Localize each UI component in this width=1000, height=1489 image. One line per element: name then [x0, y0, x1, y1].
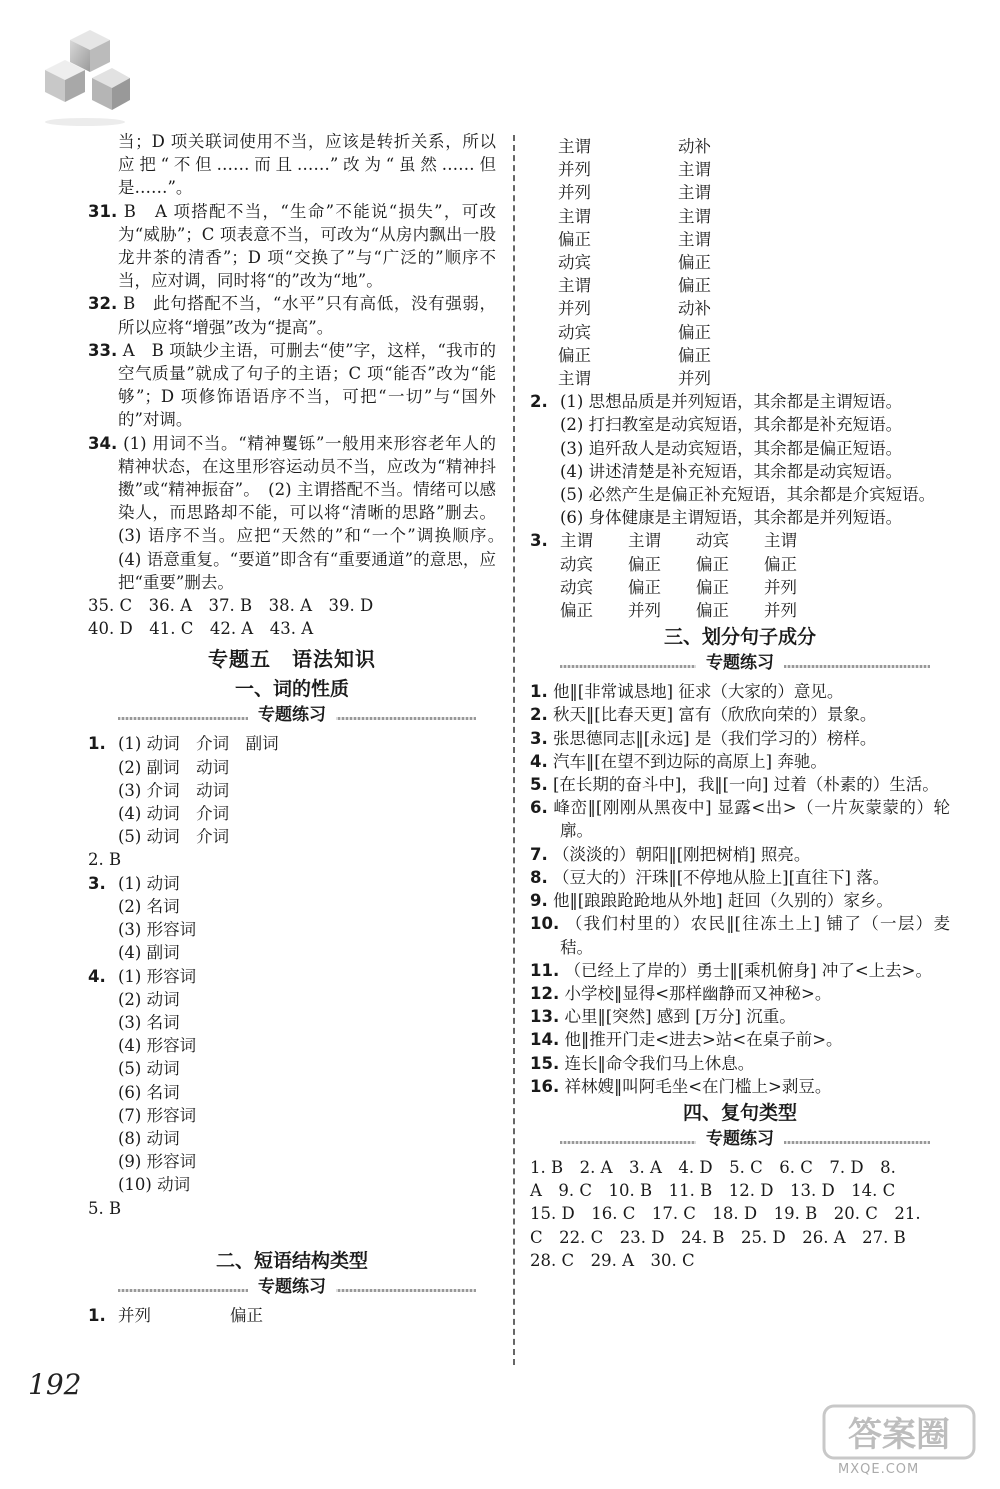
- question-number: 1.: [88, 734, 106, 754]
- s1-q4: [88, 965, 496, 1197]
- list-item: (2) 打扫教室是动宾短语，其余都是补充短语。: [560, 415, 903, 435]
- item-number: 13.: [530, 1007, 560, 1027]
- answer-text: (1) 用词不当。“精神矍铄”一般用来形容老年人的精神状态，在这里形容运动员不当，应改为“精神抖擞”或“精神振奋”。 (2) 主谓搭配不当。情绪可以感染人，而思路却不能，可以将“清晰的思路”删去。(3) 语序不当。应把“天然的”和“一个”调换顺序。 (4) 语意重复。“要道”即含有“重要通道”的意思，应把“重要”删去。: [118, 433, 513, 592]
- column-divider: [513, 135, 515, 1365]
- watermark-url: MXQE.COM: [838, 1462, 920, 1477]
- left-column: [88, 130, 513, 1327]
- item-number: 1.: [530, 682, 548, 702]
- cell: 偏正: [230, 1305, 263, 1325]
- page-number: 192: [28, 1368, 82, 1401]
- cell: 并列: [628, 601, 661, 621]
- practice-banner: [88, 706, 496, 730]
- answer-line: 1. B 2. A 3. A 4. D 5. C 6. C 7. D 8.: [530, 1157, 896, 1177]
- list-item: (3) 追歼敌人是动宾短语，其余都是偏正短语。: [560, 438, 903, 458]
- answer-line-35-39: 35. C 36. A 37. B 38. A 39. D: [88, 596, 374, 616]
- item-number: 12.: [530, 983, 560, 1003]
- answer-33: [88, 339, 496, 432]
- cell: 主谓: [678, 229, 711, 249]
- item-number: 2.: [530, 705, 548, 725]
- list-item: (1) 形容词: [118, 966, 197, 986]
- question-number: 3.: [88, 873, 106, 893]
- cell: 并列: [764, 577, 797, 597]
- practice-label: 专题练习: [696, 1128, 784, 1151]
- item-text: 峰峦‖[刚刚从黑夜中] 显露<出>（一片灰蒙蒙的）轮廓。: [553, 798, 950, 841]
- answer-line-40-43: 40. D 41. C 42. A 43. A: [88, 619, 314, 639]
- cell: 偏正: [764, 554, 797, 574]
- item-number: 5.: [530, 775, 548, 795]
- s3-item-4: [530, 750, 950, 773]
- s1-q3: [88, 872, 496, 965]
- list-item: (4) 讲述清楚是补充短语，其余都是动宾短语。: [560, 461, 903, 481]
- s1-q5: 5. B: [88, 1198, 122, 1218]
- s1-q1: [88, 732, 496, 848]
- cell: 并列: [118, 1305, 151, 1325]
- list-item: (3) 介词 动词: [118, 780, 230, 800]
- s3-item-13: [530, 1005, 950, 1028]
- cell: 主谓: [558, 276, 591, 296]
- s1-q2: 2. B: [88, 850, 122, 870]
- section-title-1: 一、词的性质: [234, 678, 349, 701]
- cell: 主谓: [678, 160, 711, 180]
- practice-banner: [530, 654, 950, 678]
- practice-label: 专题练习: [248, 1276, 336, 1299]
- list-item: (4) 副词: [118, 943, 180, 963]
- item-number: 4.: [530, 751, 548, 771]
- item-text: （我们村里的）农民‖[往冻土上] 铺了（一层）麦秸。: [560, 914, 950, 957]
- answer-number: 31.: [88, 201, 118, 221]
- answer-line: A 9. C 10. B 11. B 12. D 13. D 14. C: [530, 1181, 896, 1201]
- section-title-3: 三、划分句子成分: [663, 626, 816, 649]
- cell: 偏正: [558, 345, 591, 365]
- answer-line: C 22. C 23. D 24. B 25. D 26. A 27. B: [530, 1227, 906, 1247]
- item-text: 心里‖[突然] 感到 [万分] 沉重。: [564, 1007, 796, 1027]
- question-number: 1.: [88, 1305, 106, 1325]
- answer-number: 32.: [88, 294, 118, 314]
- cell: 偏正: [696, 577, 729, 597]
- s3-item-1: [530, 680, 950, 703]
- item-text: 他‖[非常诚恳地] 征求（大家的）意见。: [553, 682, 844, 702]
- cell: 动补: [678, 299, 711, 319]
- s3-item-2: [530, 703, 950, 726]
- cell: 主谓: [764, 531, 797, 551]
- s1-q4-list: [118, 965, 196, 1197]
- cube-logo-icon: [30, 20, 140, 130]
- practice-label: 专题练习: [248, 704, 336, 727]
- cell: 动宾: [560, 577, 593, 597]
- cell: 并列: [764, 601, 797, 621]
- item-number: 15.: [530, 1053, 560, 1073]
- s1-q3-list: [118, 872, 196, 965]
- cell: 并列: [558, 299, 591, 319]
- list-item: (6) 身体健康是主谓短语，其余都是并列短语。: [560, 508, 903, 528]
- answer-line: 15. D 16. C 17. C 18. D 19. B 20. C 21.: [530, 1204, 921, 1224]
- s3-item-16: [530, 1075, 950, 1098]
- item-text: 秋天‖[比春天更] 富有（欣欣向荣的）景象。: [553, 705, 877, 725]
- cell: 主谓: [628, 531, 661, 551]
- answer-text: B 此句搭配不当，“水平”只有高低，没有强弱，所以应将“增强”改为“提高”。: [118, 294, 497, 337]
- question-number: 3.: [530, 531, 548, 551]
- s3-item-15: [530, 1052, 950, 1075]
- cell: 偏正: [678, 276, 711, 296]
- list-item: (4) 动词 介词: [118, 804, 230, 824]
- answer-31: [88, 200, 496, 293]
- s3-item-6: [530, 796, 950, 842]
- answer-number: 34.: [88, 433, 118, 453]
- cell: 动补: [678, 137, 711, 156]
- answer-32: [88, 292, 496, 338]
- cell: 偏正: [678, 253, 711, 273]
- question-number: 4.: [88, 966, 106, 986]
- section-title-4: 四、复句类型: [682, 1101, 797, 1124]
- item-text: 张思德同志‖[永远] 是（我们学习的）榜样。: [553, 728, 877, 748]
- item-text: 连长‖命令我们马上休息。: [564, 1053, 755, 1073]
- question-number: 2.: [530, 392, 548, 412]
- item-text: （淡淡的）朝阳‖[刚把树梢] 照亮。: [553, 844, 811, 864]
- item-text: 汽车‖[在望不到边际的高原上] 奔驰。: [553, 751, 827, 771]
- s2-q2: [530, 390, 950, 529]
- item-text: 他‖推开门走<进去>站<在桌子前>。: [564, 1030, 843, 1050]
- watermark-logo-text: 答案圈: [848, 1415, 950, 1455]
- item-number: 6.: [530, 798, 548, 818]
- item-text: 祥林嫂‖叫阿毛坐<在门槛上>剥豆。: [564, 1076, 832, 1096]
- item-text: 小学校‖显得<那样幽静而又神秘>。: [564, 983, 832, 1003]
- section-title-2: 二、短语结构类型: [215, 1249, 368, 1272]
- q30-continuation: 当；D 项关联词使用不当，应该是转折关系，所以应把“不但……而且……”改为“虽然……但是……”。: [118, 132, 496, 198]
- item-text: [在长期的奋斗中]，我‖[一向] 过着（朴素的）生活。: [553, 775, 939, 795]
- s3-item-9: [530, 889, 950, 912]
- s3-item-8: [530, 866, 950, 889]
- cell: 并列: [558, 183, 591, 203]
- item-number: 7.: [530, 844, 548, 864]
- s3-item-3: [530, 727, 950, 750]
- cell: 并列: [678, 369, 711, 389]
- answer-number: 33.: [88, 340, 118, 360]
- s2-q2-list: [560, 390, 950, 529]
- cell: 动宾: [558, 253, 591, 273]
- s1-q1-list: [118, 732, 279, 848]
- cell: 主谓: [678, 183, 711, 203]
- cell: 偏正: [628, 577, 661, 597]
- answer-34: [88, 432, 513, 594]
- right-column: [530, 135, 950, 1272]
- s3-item-10: [530, 912, 950, 958]
- cell: 偏正: [558, 229, 591, 249]
- item-number: 3.: [530, 728, 548, 748]
- cell: 偏正: [678, 345, 711, 365]
- list-item: (1) 动词 介词 副词: [118, 734, 279, 754]
- list-item: (9) 形容词: [118, 1152, 197, 1172]
- cell: 主谓: [558, 369, 591, 389]
- cell: 主谓: [558, 137, 591, 156]
- s3-item-7: [530, 843, 950, 866]
- item-number: 11.: [530, 960, 560, 980]
- list-item: (2) 动词: [118, 989, 180, 1009]
- list-item: (1) 思想品质是并列短语，其余都是主谓短语。: [560, 392, 903, 412]
- practice-label: 专题练习: [696, 652, 784, 675]
- item-text: （豆大的）汗珠‖[不停地从脸上][直往下] 落。: [553, 867, 890, 887]
- answer-line: 28. C 29. A 30. C: [530, 1250, 695, 1270]
- list-item: (3) 形容词: [118, 920, 197, 940]
- cell: 动宾: [558, 322, 591, 342]
- cell: 偏正: [628, 554, 661, 574]
- list-item: (8) 动词: [118, 1128, 180, 1148]
- s3-item-5: [530, 773, 950, 796]
- item-number: 14.: [530, 1030, 560, 1050]
- s3-item-12: [530, 982, 950, 1005]
- s3-list: [530, 680, 950, 1098]
- list-item: (3) 名词: [118, 1012, 180, 1032]
- s4-answers: [530, 1156, 950, 1272]
- cell: 主谓: [558, 206, 591, 226]
- cell: 主谓: [560, 531, 593, 551]
- item-number: 9.: [530, 891, 548, 911]
- list-item: (5) 动词: [118, 1059, 180, 1079]
- list-item: (10) 动词: [118, 1175, 191, 1195]
- cell: 并列: [558, 160, 591, 180]
- list-item: (1) 动词: [118, 873, 180, 893]
- item-text: （已经上了岸的）勇士‖[乘机俯身] 冲了<上去>。: [564, 960, 933, 980]
- answer-text: B A 项搭配不当，“生命”不能说“损失”，可改为“威胁”；C 项表意不当，可改为“从房内飘出一股龙井茶的清香”；D 项“交换了”与“广泛的”顺序不当，应对调，同时将“的”改为“地”。: [118, 201, 497, 291]
- cell: 动宾: [560, 554, 593, 574]
- s2-q1-table: [530, 135, 950, 390]
- cell: 动宾: [696, 531, 729, 551]
- s2-q1-first: [88, 1304, 496, 1327]
- list-item: (2) 副词 动词: [118, 757, 230, 777]
- s3-item-14: [530, 1028, 950, 1051]
- list-item: (4) 形容词: [118, 1036, 197, 1056]
- item-number: 10.: [530, 914, 560, 934]
- item-number: 8.: [530, 867, 548, 887]
- item-number: 16.: [530, 1076, 560, 1096]
- s2-q3: [530, 529, 950, 622]
- spacer: [88, 1220, 496, 1246]
- cell: 偏正: [560, 601, 593, 621]
- s3-item-11: [530, 959, 950, 982]
- list-item: (2) 名词: [118, 896, 180, 916]
- practice-banner: [530, 1130, 950, 1154]
- list-item: (5) 动词 介词: [118, 827, 230, 847]
- item-text: 他‖[踉踉跄跄地从外地] 赶回（久别的）家乡。: [553, 891, 893, 911]
- list-item: (6) 名词: [118, 1082, 180, 1102]
- cell: 主谓: [678, 206, 711, 226]
- cell: 偏正: [696, 554, 729, 574]
- cell: 偏正: [696, 601, 729, 621]
- answer-text: A B 项缺少主语，可删去“使”字，这样，“我市的空气质量”就成了句子的主语；C 项“能否”改为“能够”；D 项修饰语语序不当，可把“一切”与“国外的”对调。: [118, 340, 497, 430]
- list-item: (7) 形容词: [118, 1105, 197, 1125]
- topic-title: 专题五 语法知识: [208, 647, 376, 672]
- s2-q3-table: [560, 529, 832, 622]
- cell: 偏正: [678, 322, 711, 342]
- list-item: (5) 必然产生是偏正补充短语，其余都是介宾短语。: [560, 485, 936, 505]
- practice-banner: [88, 1278, 496, 1302]
